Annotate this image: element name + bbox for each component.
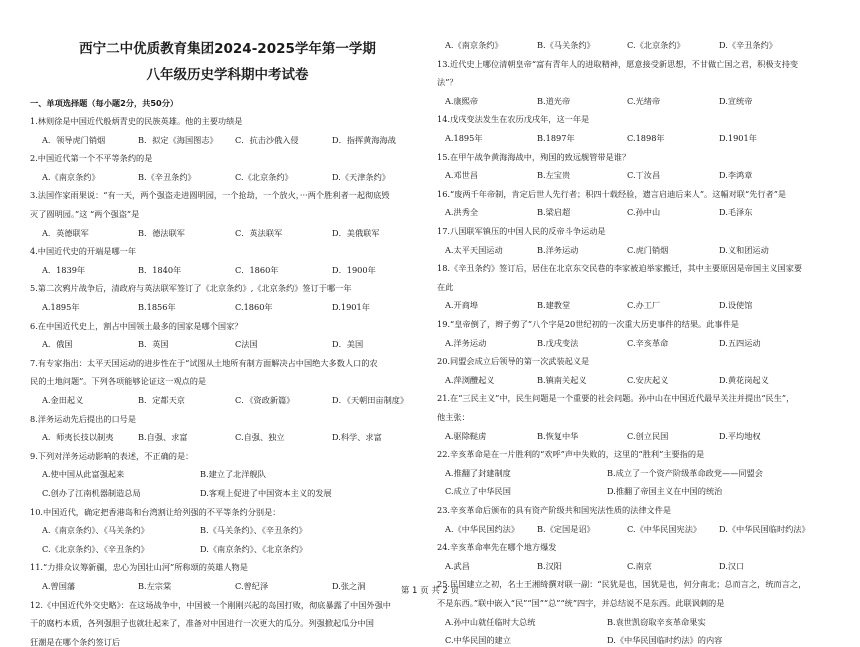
page-footer: 第 1 页 共 2 页: [400, 586, 460, 596]
answer-option: C.曾纪泽: [235, 581, 269, 591]
answer-option: C.《北京条约》: [235, 171, 293, 182]
answer-option: D.《南京条约》、《北京条约》: [200, 543, 308, 554]
question-stem: 8.洋务运动先后提出的口号是: [30, 413, 137, 424]
question-stem: 4.中国近代史的开端是哪一年: [30, 246, 137, 257]
answer-option: C法国: [235, 339, 258, 350]
answer-option: C.成立了中华民国: [445, 486, 511, 497]
answer-option: C.孙中山: [627, 207, 661, 218]
answer-option: C．抗击沙俄入侵: [235, 134, 299, 145]
answer-option: A.使中国从此富强起来: [42, 469, 125, 480]
answer-option: B.建教堂: [537, 300, 571, 311]
question-stem: 15.在甲午战争黄海海战中，殉国的致远舰管带是谁？: [437, 151, 631, 162]
answer-option: D.《中华民国临时约法》的内容: [607, 635, 723, 646]
answer-option: A.开商埠: [445, 300, 479, 311]
question-stem: 他主张：: [437, 412, 470, 422]
answer-option: B.1856年: [138, 302, 176, 312]
question-stem: 11.“力排众议筹新疆，忠心为国壮山河”所称颂的英雄人物是: [30, 562, 248, 573]
answer-option: D．美国: [332, 339, 364, 350]
answer-option: A．英德联军: [42, 227, 89, 238]
answer-option: C.创办了江南机器制造总局: [42, 488, 141, 498]
answer-option: A.1895年: [445, 133, 483, 143]
answer-option: D．指挥黄海海战: [332, 134, 396, 145]
answer-option: A.《南京条约》: [42, 171, 100, 182]
answer-option: C.光绪帝: [627, 95, 661, 106]
answer-option: A.1895年: [42, 302, 80, 312]
question-stem: 22.辛亥革命是在一片胜利的“欢呼”声中失败的，这里的“胜利”主要指的是: [437, 449, 705, 460]
answer-option: C.1898年: [627, 133, 665, 143]
answer-option: C．1860年: [235, 264, 279, 275]
question-stem: 16.“废两千年帝制，肯定后世人先行者；积四十载经验，遗言启迪后来人”。这幅对联“先行者”是: [437, 188, 787, 199]
answer-option: C.丁汝昌: [627, 170, 661, 181]
answer-option: B.《马关条约》: [537, 40, 595, 50]
exam-subtitle: 八年级历史学科期中考试卷: [146, 67, 309, 83]
answer-option: B.《辛丑条约》: [138, 171, 196, 182]
question-stem: 5.第二次鸦片战争后，清政府与英法联军签订了《北京条约》,《北京条约》签订于哪一年: [30, 283, 352, 294]
question-stem: 不是东西。”联中嵌入“民”“国”“总”“统”四字，并总结说不是东西。此联讽刺的是: [437, 598, 725, 608]
answer-option: A.《南京条约》、《马关条约》: [42, 525, 149, 536]
answer-option: D.《天津条约》: [332, 171, 390, 182]
question-stem: 23.辛亥革命后颁布的具有资产阶级共和国宪法性质的法律文件是: [437, 505, 672, 515]
exam-title: 西宁二中优质教育集团2024-2025学年第一学期: [79, 41, 376, 57]
answer-option: A.驱除鞑虏: [445, 430, 487, 441]
answer-option: D．美俄联军: [332, 227, 380, 238]
answer-option: B.自强、求富: [138, 432, 188, 443]
answer-option: B．1840年: [138, 264, 182, 275]
answer-option: C.创立民国: [627, 430, 669, 441]
answer-option: D.推翻了帝国主义在中国的统治: [607, 486, 723, 497]
answer-option: B.道光帝: [537, 95, 571, 106]
answer-option: D.毛泽东: [719, 207, 753, 218]
answer-option: B.左宝贵: [537, 170, 571, 181]
answer-option: D.五四运动: [719, 337, 761, 348]
question-stem: 24.辛亥革命率先在哪个地方爆发: [437, 542, 557, 553]
answer-option: C.《北京条约》、《辛丑条约》: [42, 543, 149, 554]
answer-option: D．1900年: [332, 264, 376, 275]
question-stem: 在此: [437, 281, 454, 292]
question-stem: 1.林则徐是中国近代般炳青史的民族英雄。他的主要功绩是: [30, 116, 243, 126]
answer-option: A.《中华民国约法》: [445, 523, 520, 534]
answer-option: B.梁启超: [537, 207, 571, 218]
answer-option: D.平均地权: [719, 430, 761, 441]
answer-option: D.汉口: [719, 560, 745, 571]
question-stem: 干的腐朽本质，各列强胆子也就壮起来了，准备对中国进行一次更大的瓜分。列强掀起瓜分中国: [30, 618, 374, 629]
answer-option: B．定都天京: [138, 395, 185, 405]
answer-option: B.戊戌变法: [537, 337, 579, 348]
question-stem: 12.《中国近代外交史略》：在这场战争中，中国被一个刚刚兴起的岛国打败，彻底暴露了中国外强中: [30, 599, 391, 610]
answer-option: D.设使馆: [719, 300, 753, 311]
question-stem: 民的土地问题”。下列各项能够论证这一观点的是: [30, 376, 207, 387]
question-stem: 法”？: [437, 77, 458, 88]
answer-option: C.中华民国的建立: [445, 635, 511, 646]
answer-option: A.《南京条约》: [445, 40, 503, 50]
answer-option: D.1901年: [332, 302, 370, 312]
answer-option: D.《辛丑条约》: [719, 40, 777, 50]
answer-option: A.孙中山就任临时大总统: [445, 616, 536, 627]
answer-option: B．英国: [138, 339, 169, 350]
answer-option: A．1839年: [42, 264, 86, 275]
answer-option: B.1897年: [537, 133, 575, 143]
answer-option: B.成立了一个资产阶级革命政党——同盟会: [607, 467, 763, 478]
answer-option: D.科学、求富: [332, 432, 382, 443]
answer-option: C.虎门销烟: [627, 244, 669, 255]
answer-option: D．《天朝田亩制度》: [332, 395, 409, 405]
answer-option: C.安庆起义: [627, 374, 669, 385]
answer-option: D.客观上促进了中国资本主义的发展: [200, 488, 332, 498]
answer-option: A.洋务运动: [445, 337, 487, 348]
answer-option: D.黄花岗起义: [719, 374, 769, 385]
answer-option: B.洋务运动: [537, 244, 579, 255]
question-stem: 2.中国近代第一个不平等条约的是: [30, 153, 153, 164]
answer-option: A.邓世昌: [445, 170, 479, 181]
answer-option: B.左宗棠: [138, 581, 172, 591]
answer-option: D.宣统帝: [719, 95, 753, 106]
answer-option: C.《北京条约》: [627, 40, 685, 50]
answer-option: B.恢复中华: [537, 430, 579, 441]
question-stem: 7.有专家指出：太平天国运动的进步性在于“试图从土地所有制方面解决占中国绝大多数人口的农: [30, 357, 378, 368]
answer-option: B．拟定《海国图志》: [138, 134, 218, 145]
answer-option: A.萍浏醴起义: [445, 374, 495, 385]
answer-option: B.镇南关起义: [537, 374, 587, 385]
answer-option: D.义和团运动: [719, 244, 769, 255]
question-stem: 18.《辛丑条约》签订后，居住在北京东交民巷的李家被迫举家搬迁，其中主要原因是帝国主义国家要: [437, 263, 803, 274]
answer-option: A．领导虎门销烟: [42, 134, 106, 145]
question-stem: 17.八国联军镇压的中国人民的反帝斗争运动是: [437, 226, 606, 236]
question-stem: 20.同盟会成立后领导的第一次武装起义是: [437, 356, 590, 367]
question-stem: 3.法国作家雨果说：“有一天，两个强盗走进圆明园，一个抢劫，一个放火，···两个胜利者一起彻底毁: [30, 190, 390, 201]
question-stem: 14.戊戌变法发生在农历戊戌年，这一年是: [437, 114, 590, 125]
answer-option: C.1860年: [235, 302, 273, 312]
answer-option: A.武昌: [445, 560, 470, 571]
question-stem: 9.下列对洋务运动影响的表述，不正确的是：: [30, 450, 194, 461]
answer-option: C.自强、独立: [235, 432, 285, 443]
answer-option: A．师夷长技以制夷: [42, 432, 114, 443]
answer-option: B.袁世凯窃取辛亥革命果实: [607, 616, 706, 627]
question-stem: 13.近代史上哪位清朝皇帝“富有青年人的进取精神，愿意接受新思想，不甘做亡国之君，积极支持变: [437, 58, 799, 69]
answer-option: D.《中华民国临时约法》: [719, 523, 810, 534]
answer-option: A.太平天国运动: [445, 244, 503, 255]
answer-option: C.南京: [627, 560, 652, 571]
answer-option: A.洪秀全: [445, 207, 479, 218]
question-stem: 6.在中国近代史上，割占中国领土最多的国家是哪个国家？: [30, 320, 243, 331]
answer-option: D.张之洞: [332, 581, 366, 591]
answer-option: D.李鸿章: [719, 170, 753, 181]
answer-option: C.办工厂: [627, 300, 661, 311]
answer-option: B.建立了北洋舰队: [200, 469, 266, 480]
answer-option: A.康熙帝: [445, 95, 479, 106]
answer-option: C．《资政新篇》: [235, 395, 295, 405]
question-stem: 灭了圆明园。”这 “两个强盗”是: [30, 209, 140, 219]
question-stem: 21.在“三民主义”中，民生问题是一个重要的社会问题。孙中山在中国近代最早关注并提出“民生”，: [437, 393, 795, 404]
answer-option: B.《定国是诏》: [537, 523, 595, 534]
answer-option: C.《中华民国宪法》: [627, 523, 702, 534]
answer-option: C．英法联军: [235, 227, 283, 238]
answer-option: B．德法联军: [138, 227, 185, 238]
answer-option: B.汉阳: [537, 560, 562, 571]
answer-option: A.曾国藩: [42, 581, 76, 591]
answer-option: A．俄国: [42, 339, 73, 350]
answer-option: A.金田起义: [42, 395, 84, 405]
answer-option: C.辛亥革命: [627, 337, 669, 348]
answer-option: B.《马关条约》、《辛丑条约》: [200, 525, 307, 536]
section-heading: 一、单项选择题（每小题2分，共50分）: [30, 98, 179, 108]
answer-option: D.1901年: [719, 133, 757, 143]
question-stem: 狂潮是在哪个条约签订后: [30, 636, 121, 647]
question-stem: 19.“皇帝倒了，辫子剪了”八个字是20世纪初的一次重大历史事件的结果。此事件是: [437, 319, 739, 329]
answer-option: A.推翻了封建制度: [445, 467, 511, 478]
question-stem: 25.民国建立之初，名士王湘绮撰对联一副：“民犹是也，国犹是也，何分南北；总而言之，统而言之，: [437, 579, 807, 590]
question-stem: 10.中国近代，确定把香港岛和台湾割让给列强的不平等条约分别是：: [30, 506, 281, 517]
